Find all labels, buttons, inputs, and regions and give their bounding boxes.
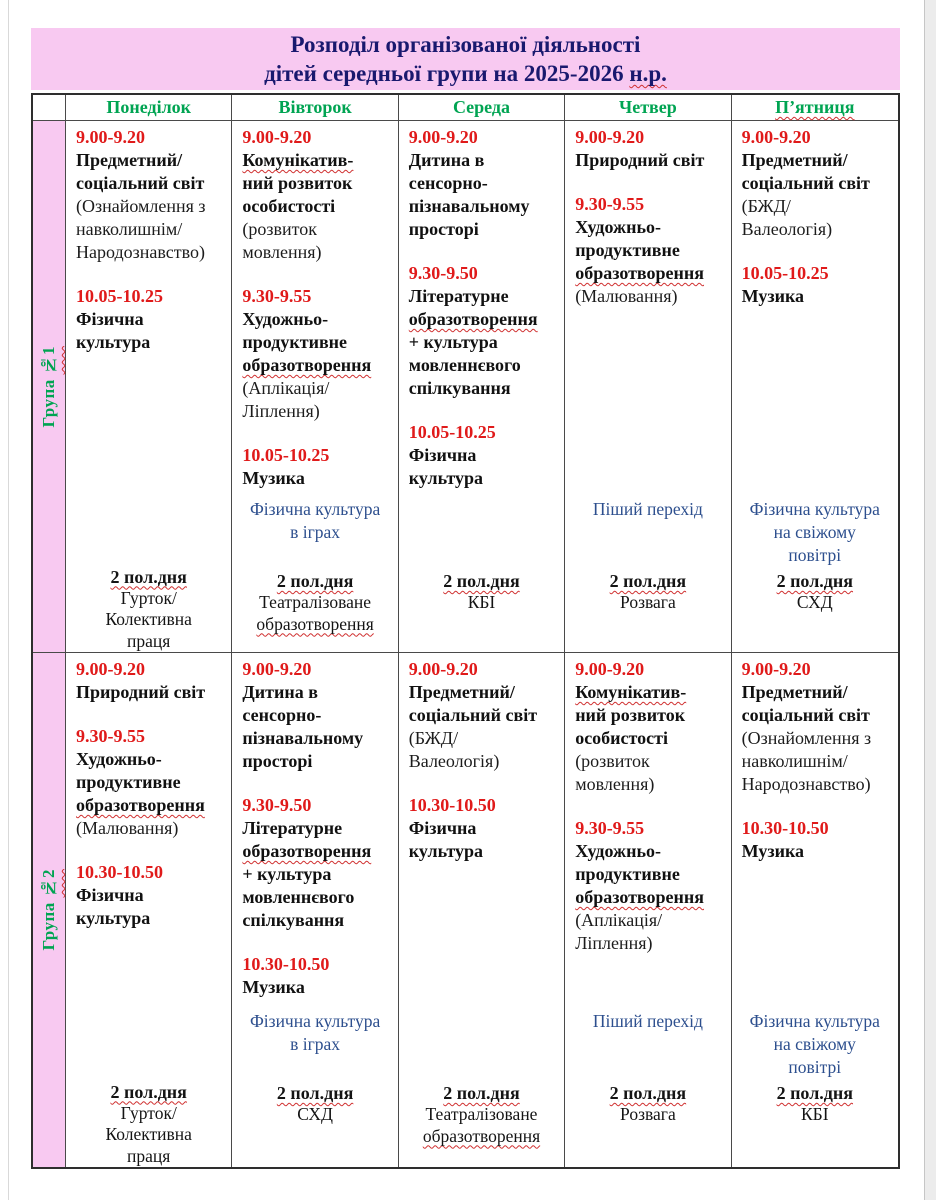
afternoon-label: 2 пол.дня [276,1083,354,1103]
day-header-monday [66,95,232,121]
afternoon-block [399,1082,564,1147]
afternoon-label: 2 пол.дня [443,1083,520,1103]
afternoon-block [232,1082,397,1126]
title-line2: дітей середньої групи на 2025-2026 н.р. [264,61,667,86]
sessions-area [565,653,730,1010]
session-title: Музика [741,841,805,861]
sessions-area [232,653,397,1010]
session-block [575,126,725,172]
cell-group1-wednesday [399,121,565,653]
afternoon-label: 2 пол.дня [110,1081,187,1102]
session-title: Природний світ [76,682,206,702]
session-title: Художньо- продуктивне образотворення [76,749,205,815]
session-block [742,262,893,308]
session-time: 10.30-10.50 [741,818,829,838]
session-time: 9.00-9.20 [242,659,312,679]
session-block [742,658,893,796]
session-time: 10.30-10.50 [76,862,163,882]
session-note: (Малювання) [76,818,179,838]
sessions-area [66,653,231,1009]
afternoon-label: 2 пол.дня [609,1083,687,1103]
group-label-text: Група №1 [39,345,58,428]
session-time: 9.00-9.20 [575,659,645,679]
session-note: (Аплікація/ Ліплення) [575,910,663,953]
session-title: Фізична культура [76,885,151,928]
session-block [76,725,226,840]
session-block [409,421,559,490]
day-header-tuesday [232,95,398,121]
day-header-thursday [565,95,731,121]
session-block [575,658,725,796]
afternoon-block [66,566,231,653]
session-time: 9.00-9.20 [741,659,811,679]
outdoor-note: Фізична культура на свіжому повітрі [749,1011,880,1077]
session-block [76,126,226,264]
sessions-area [732,653,898,1010]
session-block [409,126,559,241]
session-title: Художньо- продуктивне образотворення [575,841,705,907]
cell-group1-tuesday [232,121,398,653]
afternoon-activity: СХД [297,1104,333,1124]
cell-group2-monday [66,653,232,1167]
afternoon-activity: Театралізоване образотворення [422,1104,541,1146]
session-time: 9.00-9.20 [76,659,145,679]
session-time: 10.05-10.25 [76,286,163,306]
cell-group2-thursday [565,653,731,1167]
afternoon-label: 2 пол.дня [609,571,687,591]
corner-cell [33,95,66,121]
session-title: Музика [242,468,305,488]
day-header-label: Понеділок [106,97,192,117]
session-time: 9.30-9.55 [242,286,312,306]
session-note: (БЖД/ Валеологія) [408,728,500,771]
outdoor-note: Фізична культура в іграх [249,1011,381,1054]
afternoon-activity: Розвага [620,1104,676,1124]
outdoor-note [66,494,231,566]
session-block [742,817,893,863]
session-title: Музика [242,977,305,997]
session-block [242,444,392,490]
session-title: Літературне образотворення + культура мовленнєвого спілкування [242,818,372,930]
session-time: 9.30-9.55 [76,726,145,746]
session-block [409,262,559,400]
outdoor-note: Фізична культура в іграх [249,499,381,542]
day-header-label: П’ятниця [775,97,855,117]
session-title: Предметний/ соціальний світ [741,682,870,725]
session-note: (Ознайомлення з навколишнім/ Народознавство) [76,196,206,262]
session-title: Художньо- продуктивне образотворення [242,309,372,375]
session-note: (Малювання) [575,286,678,306]
session-block [242,285,392,423]
cell-group2-tuesday [232,653,398,1167]
session-time: 9.00-9.20 [408,127,478,147]
afternoon-label: 2 пол.дня [110,566,187,587]
session-block [242,953,392,999]
session-block [575,817,725,955]
session-title: Комунікатив- ний розвиток особистості [575,682,687,748]
afternoon-activity: Розвага [620,592,676,612]
session-title: Фізична культура [76,309,151,352]
day-header-label: Вівторок [278,97,352,117]
session-note: (Ознайомлення з навколишнім/ Народознавство) [741,728,872,794]
session-title: Дитина в сенсорно- пізнавальному просторі [408,150,530,239]
sessions-area [732,121,898,498]
session-title: Предметний/ соціальний світ [76,150,205,193]
session-block [242,794,392,932]
session-time: 9.00-9.20 [575,127,645,147]
session-title: Комунікатив- ний розвиток особистості [242,150,354,216]
session-note: (розвиток мовлення) [575,751,655,794]
session-title: Природний світ [575,150,705,170]
session-block [76,861,226,930]
session-time: 9.30-9.55 [575,194,645,214]
cell-group1-monday [66,121,232,653]
afternoon-label: 2 пол.дня [776,1083,854,1103]
afternoon-block [232,570,397,635]
sessions-area [66,121,231,494]
session-time: 9.30-9.50 [242,795,312,815]
afternoon-block [732,1082,898,1126]
session-time: 10.05-10.25 [242,445,330,465]
title-line1: Розподіл організованої діяльності [290,32,641,57]
session-title: Предметний/ соціальний світ [741,150,870,193]
session-block [242,126,392,264]
session-time: 9.00-9.20 [242,127,312,147]
session-note: (розвиток мовлення) [242,219,322,262]
session-note: (БЖД/ Валеологія) [741,196,833,239]
cell-group2-wednesday [399,653,565,1167]
session-time: 10.30-10.50 [242,954,330,974]
outdoor-note [399,498,564,570]
session-block [76,285,226,354]
outdoor-note: Піший перехід [592,1011,703,1031]
afternoon-label: 2 пол.дня [776,571,854,591]
session-block [76,658,226,704]
afternoon-label: 2 пол.дня [276,571,354,591]
session-time: 9.00-9.20 [76,127,145,147]
day-header-wednesday [399,95,565,121]
sessions-area [565,121,730,498]
cell-group1-friday [732,121,898,653]
sessions-area [232,121,397,498]
sessions-area [399,121,564,498]
afternoon-activity: Гурток/ Колективна праця [105,587,192,651]
group-label-text: Група №2 [39,869,58,951]
session-note: (Аплікація/ Ліплення) [242,378,330,421]
outdoor-note: Піший перехід [592,499,703,519]
page-left-edge [8,0,9,1200]
session-time: 9.30-9.50 [408,263,478,283]
session-time: 9.00-9.20 [741,127,811,147]
session-time: 10.05-10.25 [741,263,829,283]
afternoon-activity: КБІ [801,1104,829,1124]
outdoor-note [66,1009,231,1081]
session-block [575,193,725,308]
afternoon-block [565,1082,730,1126]
session-time: 10.30-10.50 [408,795,496,815]
session-title: Предметний/ соціальний світ [408,682,538,725]
title-banner [31,28,900,90]
sessions-area [399,653,564,1010]
afternoon-label: 2 пол.дня [443,571,520,591]
afternoon-activity: СХД [796,592,833,612]
afternoon-block [565,570,730,614]
afternoon-block [66,1081,231,1168]
schedule-grid [31,93,900,1169]
session-time: 9.30-9.55 [575,818,645,838]
session-block [409,794,559,863]
session-title: Художньо- продуктивне образотворення [575,217,705,283]
session-title: Дитина в сенсорно- пізнавальному просторі [242,682,364,771]
page-right-edge [924,0,936,1200]
session-time: 10.05-10.25 [408,422,496,442]
session-title: Літературне образотворення + культура мовленнєвого спілкування [408,286,538,398]
day-header-label: Четвер [619,97,677,117]
outdoor-note: Фізична культура на свіжому повітрі [749,499,880,565]
session-title: Фізична культура [408,818,484,861]
group-label-group2 [33,653,66,1167]
afternoon-block [399,570,564,614]
session-title: Музика [741,286,805,306]
session-block [742,126,893,241]
afternoon-block [732,570,898,614]
afternoon-activity: Театралізоване образотворення [256,592,374,634]
cell-group1-thursday [565,121,731,653]
day-header-friday [732,95,898,121]
group-label-group1 [33,121,66,653]
title-suffix: н.р. [629,61,667,86]
afternoon-activity: КБІ [467,592,496,612]
afternoon-activity: Гурток/ Колективна праця [105,1102,192,1166]
cell-group2-friday [732,653,898,1167]
session-time: 9.00-9.20 [408,659,478,679]
outdoor-note [399,1010,564,1082]
day-header-label: Середа [452,97,511,117]
session-block [409,658,559,773]
session-block [242,658,392,773]
session-title: Фізична культура [408,445,484,488]
